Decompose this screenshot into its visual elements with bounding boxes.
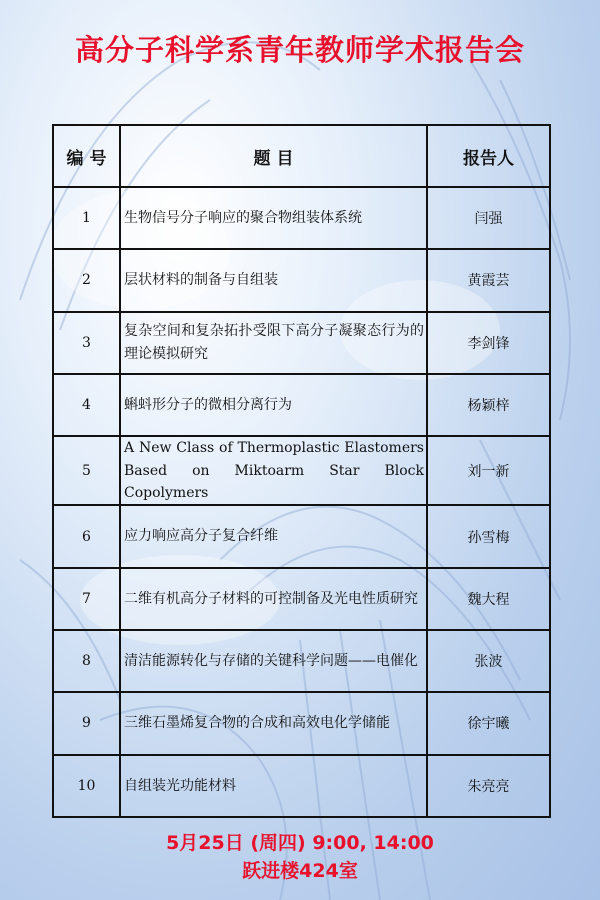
row-topic: 清洁能源转化与存储的关键科学问题——电催化 — [120, 630, 427, 692]
row-speaker: 李剑锋 — [427, 312, 550, 374]
page-title: 高分子科学系青年教师学术报告会 — [74, 33, 525, 67]
row-topic: 二维有机高分子材料的可控制备及光电性质研究 — [120, 568, 427, 630]
table-row — [53, 312, 550, 374]
row-topic: 应力响应高分子复合纤维 — [120, 505, 427, 567]
row-number: 9 — [53, 692, 120, 754]
table-row — [53, 755, 550, 817]
row-number: 7 — [53, 568, 120, 630]
row-number: 1 — [53, 187, 120, 249]
table-row — [53, 249, 550, 311]
column-header-speaker: 报告人 — [427, 125, 550, 187]
row-speaker: 闫强 — [427, 187, 550, 249]
row-topic: 生物信号分子响应的聚合物组装体系统 — [120, 187, 427, 249]
row-topic: 自组装光功能材料 — [120, 755, 427, 817]
row-topic: 三维石墨烯复合物的合成和高效电化学储能 — [120, 692, 427, 754]
event-location: 跃进楼424室 — [242, 860, 358, 882]
row-number: 4 — [53, 374, 120, 436]
row-speaker: 黄霞芸 — [427, 249, 550, 311]
row-speaker: 朱亮亮 — [427, 755, 550, 817]
table-row — [53, 436, 550, 505]
row-topic: 蝌蚪形分子的微相分离行为 — [120, 374, 427, 436]
row-topic: A New Class of Thermoplastic Elastomers Based on Miktoarm Star Block Copolymers — [120, 436, 427, 505]
column-header-topic: 题 目 — [120, 125, 427, 187]
row-topic: 层状材料的制备与自组装 — [120, 249, 427, 311]
table-header-row — [53, 125, 550, 187]
row-number: 6 — [53, 505, 120, 567]
event-datetime: 5月25日 (周四) 9:00, 14:00 — [166, 832, 434, 854]
table-row — [53, 568, 550, 630]
row-speaker: 张波 — [427, 630, 550, 692]
row-number: 10 — [53, 755, 120, 817]
row-number: 2 — [53, 249, 120, 311]
table-row — [53, 187, 550, 249]
row-number: 3 — [53, 312, 120, 374]
row-topic: 复杂空间和复杂拓扑受限下高分子凝聚态行为的理论模拟研究 — [120, 312, 427, 374]
row-speaker: 魏大程 — [427, 568, 550, 630]
table-row — [53, 692, 550, 754]
row-speaker: 徐宇曦 — [427, 692, 550, 754]
column-header-number: 编 号 — [53, 125, 120, 187]
row-number: 8 — [53, 630, 120, 692]
row-speaker: 杨颖梓 — [427, 374, 550, 436]
table-row — [53, 505, 550, 567]
table-row — [53, 630, 550, 692]
row-speaker: 刘一新 — [427, 436, 550, 505]
row-number: 5 — [53, 436, 120, 505]
schedule-table — [52, 124, 551, 818]
table-row — [53, 374, 550, 436]
row-speaker: 孙雪梅 — [427, 505, 550, 567]
